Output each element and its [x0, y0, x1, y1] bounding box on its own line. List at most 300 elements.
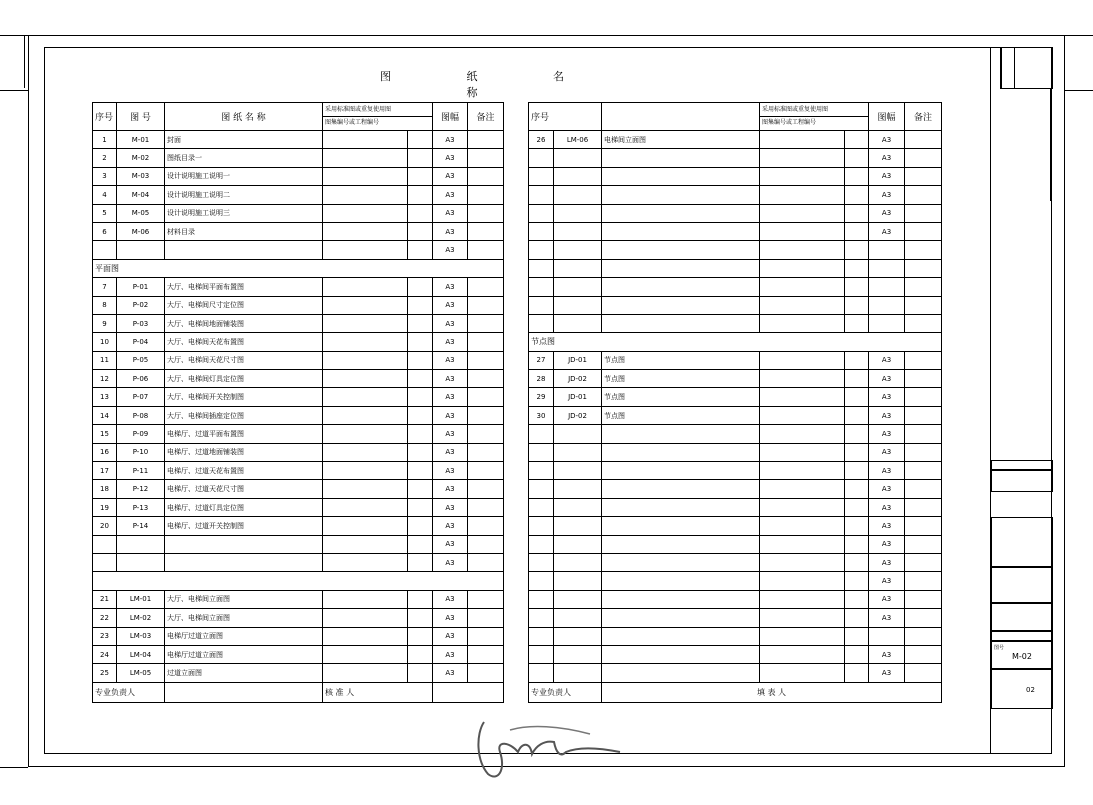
row-remark: [905, 645, 942, 663]
row-size: A3: [433, 296, 468, 314]
table-row: [529, 480, 942, 498]
table-row: [529, 149, 942, 167]
row-seq: [529, 425, 554, 443]
row-drawing-no: JD-02: [554, 406, 602, 424]
binding-line: [1065, 90, 1093, 91]
row-remark: [905, 443, 942, 461]
row-standard-no: [408, 222, 433, 240]
row-size: A3: [433, 664, 468, 682]
title-block-scale: [991, 631, 1053, 641]
row-drawing-name: [602, 443, 760, 461]
row-standard: [760, 259, 845, 277]
row-seq: 5: [93, 204, 117, 222]
row-seq: [529, 259, 554, 277]
table-row: [93, 186, 504, 204]
row-drawing-no: JD-01: [554, 351, 602, 369]
row-standard-no: [845, 370, 869, 388]
row-standard-no: [408, 333, 433, 351]
row-drawing-name: 设计说明施工说明一: [165, 167, 323, 185]
row-drawing-no: P-04: [117, 333, 165, 351]
row-remark: [905, 278, 942, 296]
row-remark: [905, 627, 942, 645]
row-size: A3: [869, 351, 905, 369]
title-block-company: [991, 460, 1053, 470]
row-remark: [905, 167, 942, 185]
row-drawing-name: [165, 241, 323, 259]
table-row: [93, 480, 504, 498]
row-drawing-no: [554, 535, 602, 553]
row-drawing-no: JD-01: [554, 388, 602, 406]
row-drawing-no: LM-05: [117, 664, 165, 682]
row-drawing-no: [554, 259, 602, 277]
row-standard-no: [845, 149, 869, 167]
row-standard-no: [845, 167, 869, 185]
signature: [470, 712, 630, 782]
table-row: [93, 278, 504, 296]
row-standard: [760, 517, 845, 535]
title-block-side-line: [1050, 89, 1051, 201]
row-standard: [323, 462, 408, 480]
row-drawing-name: 大厅、电梯间开关控制图: [165, 388, 323, 406]
row-drawing-no: [554, 590, 602, 608]
row-standard: [323, 480, 408, 498]
row-drawing-no: P-12: [117, 480, 165, 498]
row-seq: [529, 480, 554, 498]
row-seq: 9: [93, 314, 117, 332]
row-drawing-no: [554, 553, 602, 571]
row-seq: [529, 645, 554, 663]
row-remark: [905, 241, 942, 259]
header-standard: [323, 103, 433, 131]
row-seq: 12: [93, 370, 117, 388]
signature-stroke: [478, 722, 620, 777]
row-remark: [905, 351, 942, 369]
row-drawing-name: [602, 609, 760, 627]
table-row: [529, 241, 942, 259]
table-row: [529, 296, 942, 314]
row-drawing-no: [554, 167, 602, 185]
row-remark: [905, 186, 942, 204]
row-remark: [468, 443, 504, 461]
row-remark: [468, 406, 504, 424]
row-drawing-no: LM-02: [117, 609, 165, 627]
row-standard-no: [845, 462, 869, 480]
row-drawing-name: 大厅、电梯间灯具定位图: [165, 370, 323, 388]
table-row: [93, 498, 504, 516]
row-seq: [529, 535, 554, 553]
row-standard: [760, 296, 845, 314]
row-size: A3: [433, 278, 468, 296]
row-standard: [760, 443, 845, 461]
footer-reviewer-label: 核 准 人: [323, 682, 433, 702]
row-standard: [323, 241, 408, 259]
row-seq: [529, 498, 554, 516]
row-standard-no: [845, 517, 869, 535]
row-drawing-no: [554, 186, 602, 204]
row-standard-no: [845, 406, 869, 424]
row-seq: 27: [529, 351, 554, 369]
row-seq: [529, 517, 554, 535]
title-block-signatures: [991, 517, 1053, 567]
row-remark: [905, 222, 942, 240]
row-standard-no: [845, 425, 869, 443]
row-standard: [760, 664, 845, 682]
row-drawing-no: [117, 241, 165, 259]
footer-reviewer-label: 填 表 人: [602, 682, 942, 702]
row-drawing-name: [602, 204, 760, 222]
row-size: A3: [433, 535, 468, 553]
table-row: [529, 645, 942, 663]
row-size: A3: [433, 204, 468, 222]
row-standard-no: [845, 204, 869, 222]
row-seq: 30: [529, 406, 554, 424]
table-row: [529, 278, 942, 296]
table-row: [93, 333, 504, 351]
section-row: [529, 333, 942, 351]
header-drawing-name: 图 纸 名 称: [165, 103, 323, 131]
row-drawing-name: [602, 425, 760, 443]
row-seq: 25: [93, 664, 117, 682]
row-drawing-name: 大厅、电梯间平面布置图: [165, 278, 323, 296]
binding-mark: [24, 35, 25, 88]
row-standard: [760, 462, 845, 480]
row-remark: [468, 645, 504, 663]
row-seq: 11: [93, 351, 117, 369]
row-remark: [468, 314, 504, 332]
row-drawing-no: [554, 425, 602, 443]
row-drawing-name: 电梯间立面图: [602, 131, 760, 149]
binding-line: [1065, 35, 1093, 36]
row-remark: [905, 590, 942, 608]
row-standard-no: [408, 462, 433, 480]
table-row: [93, 645, 504, 663]
table-row: [93, 664, 504, 682]
row-drawing-name: [602, 314, 760, 332]
row-seq: 3: [93, 167, 117, 185]
row-standard: [760, 222, 845, 240]
row-drawing-no: P-07: [117, 388, 165, 406]
row-seq: 6: [93, 222, 117, 240]
row-seq: [529, 314, 554, 332]
title-block-meta: [991, 669, 1053, 709]
row-seq: [529, 149, 554, 167]
header-size: 图幅: [869, 103, 905, 131]
row-seq: [529, 186, 554, 204]
row-drawing-no: [554, 517, 602, 535]
header-remark: 备注: [468, 103, 504, 131]
row-standard-no: [845, 553, 869, 571]
table-row: [93, 370, 504, 388]
row-standard: [760, 406, 845, 424]
row-standard-no: [408, 553, 433, 571]
row-standard: [760, 535, 845, 553]
row-standard-no: [408, 645, 433, 663]
row-standard: [323, 590, 408, 608]
row-seq: 22: [93, 609, 117, 627]
row-seq: 7: [93, 278, 117, 296]
table-row: [93, 204, 504, 222]
section-row: [93, 259, 504, 277]
row-standard: [323, 186, 408, 204]
section-row: [93, 572, 504, 590]
row-size: A3: [869, 370, 905, 388]
binding-line: [0, 90, 28, 91]
row-standard: [760, 609, 845, 627]
row-remark: [468, 149, 504, 167]
row-standard: [760, 186, 845, 204]
title-block: [990, 47, 1053, 754]
table-row: [529, 572, 942, 590]
row-seq: 18: [93, 480, 117, 498]
row-seq: [529, 443, 554, 461]
table-row: [529, 498, 942, 516]
row-size: A3: [869, 131, 905, 149]
row-size: A3: [433, 443, 468, 461]
row-size: A3: [869, 388, 905, 406]
row-drawing-no: [554, 241, 602, 259]
row-drawing-name: [165, 553, 323, 571]
section-label: 节点图: [529, 333, 942, 351]
row-drawing-name: 电梯厅、过道平面布置图: [165, 425, 323, 443]
row-drawing-no: [554, 645, 602, 663]
table-row: [93, 535, 504, 553]
row-drawing-no: [554, 443, 602, 461]
row-drawing-name: [602, 222, 760, 240]
row-size: A3: [869, 609, 905, 627]
table-row: [529, 443, 942, 461]
row-standard-no: [408, 131, 433, 149]
row-standard: [760, 131, 845, 149]
table-row: [529, 462, 942, 480]
row-standard: [323, 645, 408, 663]
row-standard-no: [845, 609, 869, 627]
row-drawing-name: [602, 149, 760, 167]
row-size: A3: [869, 149, 905, 167]
row-seq: [529, 222, 554, 240]
row-standard: [323, 222, 408, 240]
table-row: [529, 627, 942, 645]
row-seq: 24: [93, 645, 117, 663]
row-remark: [905, 131, 942, 149]
row-remark: [905, 296, 942, 314]
header-remark: 备注: [905, 103, 942, 131]
row-drawing-name: [602, 553, 760, 571]
row-size: A3: [433, 241, 468, 259]
row-standard-no: [845, 627, 869, 645]
row-remark: [905, 259, 942, 277]
row-drawing-name: 电梯厅、过道天花尺寸图: [165, 480, 323, 498]
table-row: [93, 462, 504, 480]
table-row: [93, 296, 504, 314]
row-standard: [323, 498, 408, 516]
row-remark: [905, 517, 942, 535]
header-drawing-no: 图 号: [117, 103, 165, 131]
row-drawing-no: [554, 627, 602, 645]
row-seq: [529, 204, 554, 222]
table-row: [93, 149, 504, 167]
row-standard-no: [845, 241, 869, 259]
row-drawing-name: 大厅、电梯间立面图: [165, 609, 323, 627]
row-standard-no: [408, 351, 433, 369]
row-size: A3: [433, 553, 468, 571]
row-standard: [760, 314, 845, 332]
row-remark: [905, 609, 942, 627]
row-remark: [905, 664, 942, 682]
row-drawing-no: LM-06: [554, 131, 602, 149]
row-remark: [905, 498, 942, 516]
title-block-drawing-title: [991, 603, 1053, 631]
row-standard-no: [845, 222, 869, 240]
row-remark: [905, 572, 942, 590]
row-standard-no: [408, 443, 433, 461]
row-drawing-no: P-05: [117, 351, 165, 369]
row-size: A3: [869, 572, 905, 590]
row-standard-no: [845, 314, 869, 332]
row-drawing-no: [554, 480, 602, 498]
row-seq: [529, 462, 554, 480]
row-seq: 2: [93, 149, 117, 167]
row-standard-no: [408, 278, 433, 296]
row-drawing-name: 电梯厅过道立面图: [165, 627, 323, 645]
row-remark: [905, 553, 942, 571]
row-standard-no: [845, 645, 869, 663]
row-standard: [760, 572, 845, 590]
row-standard: [760, 370, 845, 388]
row-seq: [529, 167, 554, 185]
row-size: [869, 259, 905, 277]
row-drawing-no: P-03: [117, 314, 165, 332]
row-size: [869, 241, 905, 259]
row-drawing-no: P-06: [117, 370, 165, 388]
row-seq: [93, 553, 117, 571]
row-standard-no: [845, 388, 869, 406]
row-remark: [905, 480, 942, 498]
row-standard-no: [845, 351, 869, 369]
title-block-divider: [1000, 47, 1001, 89]
drawing-no-value: M-02: [1012, 652, 1032, 661]
row-standard-no: [845, 590, 869, 608]
row-seq: 26: [529, 131, 554, 149]
row-size: A3: [869, 222, 905, 240]
title-block-top-col: [1001, 47, 1015, 89]
row-standard-no: [408, 204, 433, 222]
row-remark: [468, 480, 504, 498]
row-drawing-no: P-13: [117, 498, 165, 516]
row-drawing-name: 大厅、电梯间天花尺寸图: [165, 351, 323, 369]
row-standard-no: [408, 241, 433, 259]
row-standard: [323, 609, 408, 627]
row-drawing-no: P-01: [117, 278, 165, 296]
row-standard-no: [408, 517, 433, 535]
table-row: [93, 388, 504, 406]
table-row: [529, 425, 942, 443]
row-standard: [323, 131, 408, 149]
row-drawing-no: [117, 553, 165, 571]
row-standard: [323, 627, 408, 645]
row-standard-no: [408, 167, 433, 185]
row-size: A3: [869, 167, 905, 185]
row-remark: [468, 535, 504, 553]
row-drawing-name: 大厅、电梯间天花布置图: [165, 333, 323, 351]
row-seq: [93, 241, 117, 259]
row-remark: [468, 351, 504, 369]
row-standard: [760, 590, 845, 608]
row-size: A3: [433, 425, 468, 443]
row-drawing-name: 大厅、电梯间尺寸定位图: [165, 296, 323, 314]
row-standard-no: [845, 443, 869, 461]
row-seq: 20: [93, 517, 117, 535]
table-row: [93, 351, 504, 369]
header-seq: 序号: [93, 103, 117, 131]
row-standard: [760, 204, 845, 222]
drawing-list-left: [92, 102, 504, 703]
row-size: A3: [869, 590, 905, 608]
row-standard-no: [845, 664, 869, 682]
table-row: [93, 241, 504, 259]
row-size: A3: [869, 645, 905, 663]
row-drawing-no: LM-04: [117, 645, 165, 663]
row-standard: [323, 314, 408, 332]
row-size: A3: [433, 149, 468, 167]
table-row: [529, 351, 942, 369]
row-standard-no: [408, 627, 433, 645]
row-drawing-name: 过道立面图: [165, 664, 323, 682]
row-size: [869, 296, 905, 314]
row-drawing-no: P-10: [117, 443, 165, 461]
row-drawing-name: [602, 572, 760, 590]
row-seq: 17: [93, 462, 117, 480]
row-remark: [905, 535, 942, 553]
header-size: 图幅: [433, 103, 468, 131]
row-size: A3: [869, 535, 905, 553]
row-standard: [323, 333, 408, 351]
table-row: [529, 590, 942, 608]
row-seq: [529, 241, 554, 259]
row-standard: [760, 553, 845, 571]
title-block-project-name: [991, 567, 1053, 603]
row-drawing-no: M-03: [117, 167, 165, 185]
table-row: [93, 314, 504, 332]
row-standard-no: [845, 259, 869, 277]
row-seq: 1: [93, 131, 117, 149]
row-drawing-name: 大厅、电梯间地面铺装图: [165, 314, 323, 332]
row-drawing-name: 材料目录: [165, 222, 323, 240]
row-drawing-no: M-01: [117, 131, 165, 149]
table-row: [529, 370, 942, 388]
row-drawing-name: 节点图: [602, 406, 760, 424]
sheet-no-value: 02: [1026, 686, 1035, 694]
row-size: [869, 627, 905, 645]
row-standard: [323, 535, 408, 553]
row-remark: [905, 204, 942, 222]
table-row: [529, 388, 942, 406]
row-standard-no: [845, 535, 869, 553]
table-row: [93, 590, 504, 608]
table-row: [93, 222, 504, 240]
row-drawing-name: 电梯厅、过道灯具定位图: [165, 498, 323, 516]
table-row: [93, 553, 504, 571]
footer-lead-label: 专业负责人: [529, 682, 602, 702]
row-drawing-no: [554, 462, 602, 480]
row-size: A3: [433, 314, 468, 332]
row-standard-no: [408, 480, 433, 498]
header-drawing-name: [602, 103, 760, 131]
row-drawing-name: [602, 186, 760, 204]
row-drawing-no: [554, 296, 602, 314]
row-drawing-name: 图纸目录一: [165, 149, 323, 167]
row-remark: [468, 388, 504, 406]
table-row: [93, 131, 504, 149]
